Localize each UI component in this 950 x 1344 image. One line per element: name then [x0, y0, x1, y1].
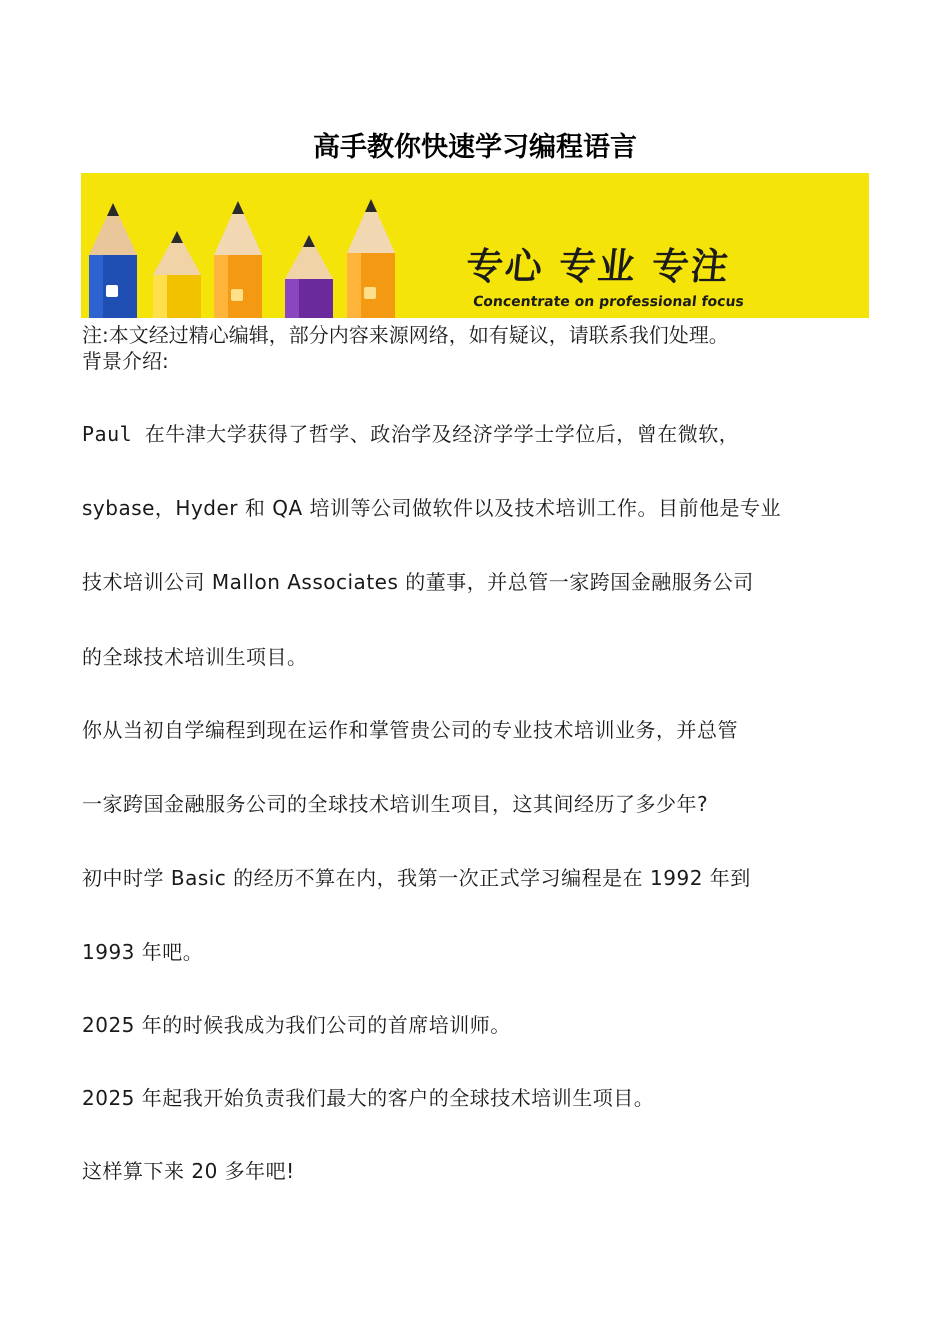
paragraph-line: 这样算下来 20 多年吧!	[82, 1159, 295, 1183]
paragraph-line: 2025 年的时候我成为我们公司的首席培训师。	[82, 1013, 511, 1037]
paragraph-line: Paul 在牛津大学获得了哲学、政治学及经济学学士学位后，曾在微软，	[82, 422, 740, 446]
banner-slogan: 专心 专业 专注	[463, 245, 733, 288]
pencil-icon	[214, 201, 262, 318]
paragraph-line: 1993 年吧。	[82, 940, 204, 964]
banner-slogan-english: Concentrate on professional focus	[472, 294, 745, 310]
document-title: 高手教你快速学习编程语言	[313, 132, 637, 163]
paragraph-line: 你从当初自学编程到现在运作和掌管贵公司的专业技术培训业务，并总管	[82, 718, 738, 742]
paragraph-line: 初中时学 Basic 的经历不算在内，我第一次正式学习编程是在 1992 年到	[82, 866, 751, 890]
header-banner-image	[81, 173, 869, 318]
paragraph-line: 一家跨国金融服务公司的全球技术培训生项目，这其间经历了多少年?	[82, 792, 709, 816]
editor-note: 注:本文经过精心编辑，部分内容来源网络，如有疑议，请联系我们处理。	[82, 323, 729, 347]
section-heading: 背景介绍:	[82, 349, 169, 373]
paragraph-line: sybase，Hyder 和 QA 培训等公司做软件以及技术培训工作。目前他是专业	[82, 496, 782, 520]
pencil-icon	[153, 231, 201, 318]
pencil-icon	[285, 235, 333, 318]
paragraph-line: 的全球技术培训生项目。	[82, 645, 308, 669]
pencil-icon	[89, 203, 137, 318]
paragraph-line: 技术培训公司 Mallon Associates 的董事，并总管一家跨国金融服务公司	[82, 570, 754, 594]
pencil-icon	[347, 199, 395, 318]
paragraph-line: 2025 年起我开始负责我们最大的客户的全球技术培训生项目。	[82, 1086, 655, 1110]
